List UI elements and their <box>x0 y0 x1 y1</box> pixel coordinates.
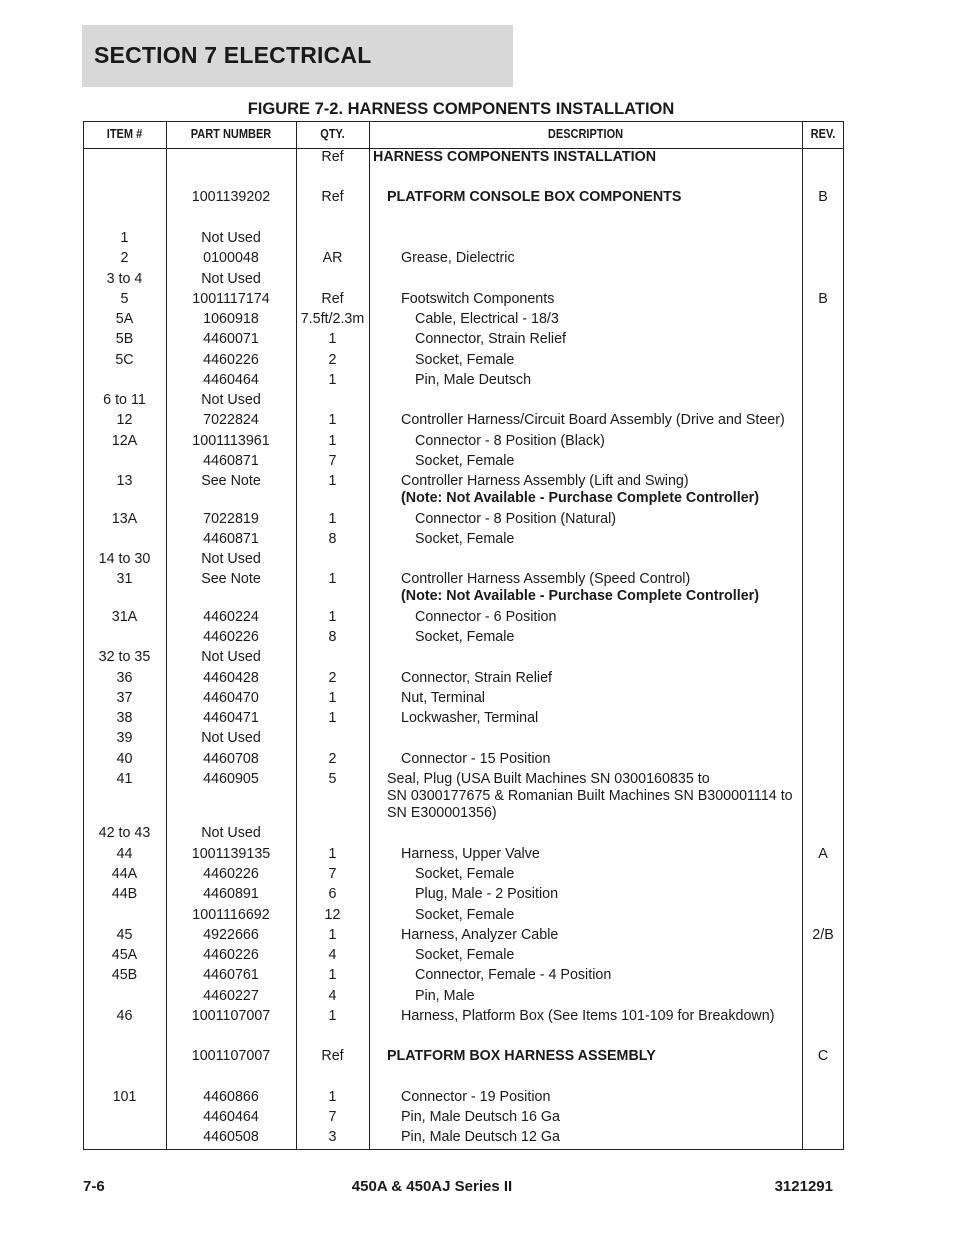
description <box>369 967 802 984</box>
quantity: 1 <box>328 927 337 943</box>
description-line: Connector - 6 Position <box>415 609 557 625</box>
column-divider <box>802 121 803 1150</box>
part-number: Not Used <box>201 230 261 246</box>
part-number: 4460226 <box>203 352 259 368</box>
quantity: 8 <box>328 531 337 547</box>
description-line: Connector, Strain Relief <box>415 331 566 347</box>
part-number: 4460428 <box>203 670 259 686</box>
part-number: Not Used <box>201 551 261 567</box>
item-number: 31A <box>111 609 138 625</box>
description <box>369 531 802 548</box>
description <box>369 511 802 528</box>
description-line: Cable, Electrical - 18/3 <box>415 311 559 327</box>
quantity: Ref <box>321 291 344 307</box>
description-line: (Note: Not Available - Purchase Complete Controller) <box>401 588 760 604</box>
description-line: Pin, Male Deutsch 16 Ga <box>401 1109 560 1125</box>
footer-doc-number: 3121291 <box>774 1178 833 1195</box>
quantity: 1 <box>328 710 337 726</box>
description-line: SN E300001356) <box>387 805 497 821</box>
part-number: 1001113961 <box>192 433 270 449</box>
description <box>369 609 802 626</box>
part-number: 4922666 <box>203 927 259 943</box>
description-line: Pin, Male Deutsch <box>415 372 532 388</box>
description-line: Socket, Female <box>415 629 515 645</box>
quantity: Ref <box>321 149 344 165</box>
part-number: Not Used <box>201 649 261 665</box>
item-number: 1 <box>120 230 129 246</box>
part-number: 1001107007 <box>191 1008 271 1024</box>
item-number: 13 <box>116 473 133 489</box>
part-number: 1001116692 <box>192 907 270 923</box>
item-number: 45A <box>111 947 138 963</box>
revision: A <box>818 846 828 862</box>
description <box>369 473 802 507</box>
description <box>369 947 802 964</box>
description-line: Harness, Platform Box (See Items 101-109 for Breakdown) <box>401 1008 775 1024</box>
description <box>369 331 802 348</box>
item-number: 44B <box>111 886 138 902</box>
item-number: 38 <box>116 710 133 726</box>
description-line: Lockwasher, Terminal <box>401 710 539 726</box>
part-number: 1001107007 <box>191 1048 271 1064</box>
part-number: See Note <box>201 473 261 489</box>
part-number: Not Used <box>201 392 261 408</box>
description <box>369 988 802 1005</box>
description-line: Socket, Female <box>415 866 515 882</box>
part-number: See Note <box>201 571 261 587</box>
description-line: Footswitch Components <box>401 291 555 307</box>
quantity: Ref <box>321 1048 344 1064</box>
part-number: 4460464 <box>203 372 259 388</box>
description-line: Socket, Female <box>415 531 515 547</box>
part-number: 1001117174 <box>192 291 270 307</box>
part-number: 1001139202 <box>191 189 271 205</box>
quantity: AR <box>322 250 343 266</box>
quantity: 2 <box>328 352 337 368</box>
description-line: Controller Harness Assembly (Speed Control) <box>401 571 691 587</box>
description <box>369 670 802 687</box>
column-header-rev: REV. <box>810 127 836 141</box>
description <box>369 372 802 389</box>
quantity: 1 <box>328 412 337 428</box>
description-line: Connector - 15 Position <box>401 751 551 767</box>
quantity: 1 <box>328 690 337 706</box>
part-number: 0100048 <box>203 250 259 266</box>
item-number: 46 <box>116 1008 133 1024</box>
part-number: 7022824 <box>203 412 259 428</box>
description-line: Connector - 8 Position (Natural) <box>415 511 617 527</box>
item-number: 6 to 11 <box>103 392 146 408</box>
column-header-qty: QTY. <box>320 127 345 141</box>
quantity: 4 <box>328 988 337 1004</box>
part-number: Not Used <box>201 271 261 287</box>
quantity: 12 <box>324 907 341 923</box>
description <box>369 1008 802 1025</box>
quantity: 1 <box>328 372 337 388</box>
quantity: 1 <box>328 609 337 625</box>
description-line: Socket, Female <box>415 352 515 368</box>
quantity: 7 <box>328 1109 337 1125</box>
part-number: Not Used <box>201 730 261 746</box>
quantity: 2 <box>328 751 337 767</box>
revision: C <box>817 1048 829 1064</box>
item-number: 14 to 30 <box>98 551 151 567</box>
description-line: PLATFORM BOX HARNESS ASSEMBLY <box>387 1048 656 1064</box>
footer-model: 450A & 450AJ Series II <box>351 1178 513 1195</box>
part-number: 4460905 <box>203 771 259 787</box>
item-number: 44 <box>116 846 133 862</box>
figure-title: FIGURE 7-2. HARNESS COMPONENTS INSTALLATION <box>247 100 675 118</box>
section-header-bar <box>82 25 513 87</box>
quantity: 4 <box>328 947 337 963</box>
description-line: SN 0300177675 & Romanian Built Machines SN B300001114 to <box>387 788 793 804</box>
quantity: Ref <box>321 189 344 205</box>
part-number: 4460227 <box>203 988 259 1004</box>
description <box>369 250 802 267</box>
description <box>369 751 802 768</box>
column-header-description: DESCRIPTION <box>547 127 624 141</box>
item-number: 12 <box>116 412 133 428</box>
description-line: (Note: Not Available - Purchase Complete Controller) <box>401 490 760 506</box>
part-number: 1060918 <box>203 311 259 327</box>
description-line: Plug, Male - 2 Position <box>415 886 559 902</box>
item-number: 101 <box>112 1089 137 1105</box>
description <box>369 291 802 308</box>
quantity: 8 <box>328 629 337 645</box>
section-title: SECTION 7 ELECTRICAL <box>94 42 372 68</box>
description-line: Seal, Plug (USA Built Machines SN 0300160835 to <box>387 771 710 787</box>
item-number: 13A <box>111 511 138 527</box>
description-line: Controller Harness Assembly (Lift and Swing) <box>401 473 689 489</box>
quantity: 1 <box>328 331 337 347</box>
part-number: 4460508 <box>203 1129 259 1145</box>
part-number: 4460071 <box>203 331 259 347</box>
part-number: 4460871 <box>203 453 259 469</box>
item-number: 5B <box>115 331 134 347</box>
description-line: Pin, Male <box>415 988 475 1004</box>
description-line: Harness, Analyzer Cable <box>401 927 559 943</box>
description-line: Harness, Upper Valve <box>401 846 540 862</box>
part-number: 4460891 <box>203 886 259 902</box>
quantity: 1 <box>328 571 337 587</box>
quantity: 7 <box>328 453 337 469</box>
description <box>369 886 802 903</box>
description <box>369 907 802 924</box>
description <box>369 311 802 328</box>
part-number: 4460470 <box>203 690 259 706</box>
description <box>369 690 802 707</box>
description <box>369 1089 802 1106</box>
quantity: 7.5ft/2.3m <box>300 311 365 327</box>
description <box>369 771 802 822</box>
item-number: 36 <box>116 670 133 686</box>
quantity: 1 <box>328 1089 337 1105</box>
item-number: 44A <box>111 866 138 882</box>
description-line: Connector, Strain Relief <box>401 670 552 686</box>
description <box>369 453 802 470</box>
description-line: Controller Harness/Circuit Board Assembly (Drive and Steer) <box>401 412 785 428</box>
description-line: HARNESS COMPONENTS INSTALLATION <box>373 149 657 165</box>
part-number: 4460226 <box>203 866 259 882</box>
revision: B <box>818 291 828 307</box>
description-line: Connector, Female - 4 Position <box>415 967 612 983</box>
item-number: 45B <box>111 967 138 983</box>
revision: 2/B <box>812 927 834 943</box>
description <box>369 189 802 206</box>
quantity: 1 <box>328 967 337 983</box>
part-number: Not Used <box>201 825 261 841</box>
description <box>369 927 802 944</box>
part-number: 4460761 <box>203 967 259 983</box>
description <box>369 433 802 450</box>
description-line: Connector - 19 Position <box>401 1089 551 1105</box>
quantity: 1 <box>328 511 337 527</box>
part-number: 4460471 <box>203 710 259 726</box>
part-number: 4460226 <box>203 629 259 645</box>
item-number: 5A <box>115 311 134 327</box>
description-line: Socket, Female <box>415 947 515 963</box>
description-line: Pin, Male Deutsch 12 Ga <box>401 1129 560 1145</box>
description <box>369 1109 802 1126</box>
description-line: Grease, Dielectric <box>401 250 515 266</box>
description <box>369 866 802 883</box>
column-header-part-number: PART NUMBER <box>190 127 272 141</box>
description-line: PLATFORM CONSOLE BOX COMPONENTS <box>387 189 682 205</box>
column-header-item: ITEM # <box>106 127 143 141</box>
quantity: 1 <box>328 473 337 489</box>
item-number: 2 <box>120 250 129 266</box>
item-number: 31 <box>116 571 133 587</box>
item-number: 40 <box>116 751 133 767</box>
item-number: 3 to 4 <box>106 271 143 287</box>
description <box>369 1048 802 1065</box>
quantity: 6 <box>328 886 337 902</box>
quantity: 2 <box>328 670 337 686</box>
part-number: 4460226 <box>203 947 259 963</box>
description <box>369 710 802 727</box>
revision: B <box>818 189 828 205</box>
description <box>369 846 802 863</box>
part-number: 4460871 <box>203 531 259 547</box>
item-number: 32 to 35 <box>98 649 151 665</box>
quantity: 7 <box>328 866 337 882</box>
quantity: 1 <box>328 433 337 449</box>
part-number: 1001139135 <box>191 846 271 862</box>
description-line: Connector - 8 Position (Black) <box>415 433 605 449</box>
description-line: Socket, Female <box>415 907 515 923</box>
footer-page-number: 7-6 <box>83 1178 105 1195</box>
item-number: 5C <box>115 352 134 368</box>
description <box>369 629 802 646</box>
item-number: 42 to 43 <box>98 825 151 841</box>
description <box>369 1129 802 1146</box>
quantity: 5 <box>328 771 337 787</box>
part-number: 4460866 <box>203 1089 259 1105</box>
quantity: 1 <box>328 1008 337 1024</box>
quantity: 1 <box>328 846 337 862</box>
description-line: Socket, Female <box>415 453 515 469</box>
item-number: 41 <box>116 771 133 787</box>
description <box>369 352 802 369</box>
description <box>369 412 802 429</box>
part-number: 7022819 <box>203 511 259 527</box>
part-number: 4460708 <box>203 751 259 767</box>
item-number: 5 <box>120 291 129 307</box>
item-number: 12A <box>111 433 138 449</box>
item-number: 37 <box>116 690 133 706</box>
part-number: 4460464 <box>203 1109 259 1125</box>
description-line: Nut, Terminal <box>401 690 485 706</box>
item-number: 39 <box>116 730 133 746</box>
description <box>369 149 802 166</box>
item-number: 45 <box>116 927 133 943</box>
quantity: 3 <box>328 1129 337 1145</box>
part-number: 4460224 <box>203 609 259 625</box>
description <box>369 571 802 605</box>
